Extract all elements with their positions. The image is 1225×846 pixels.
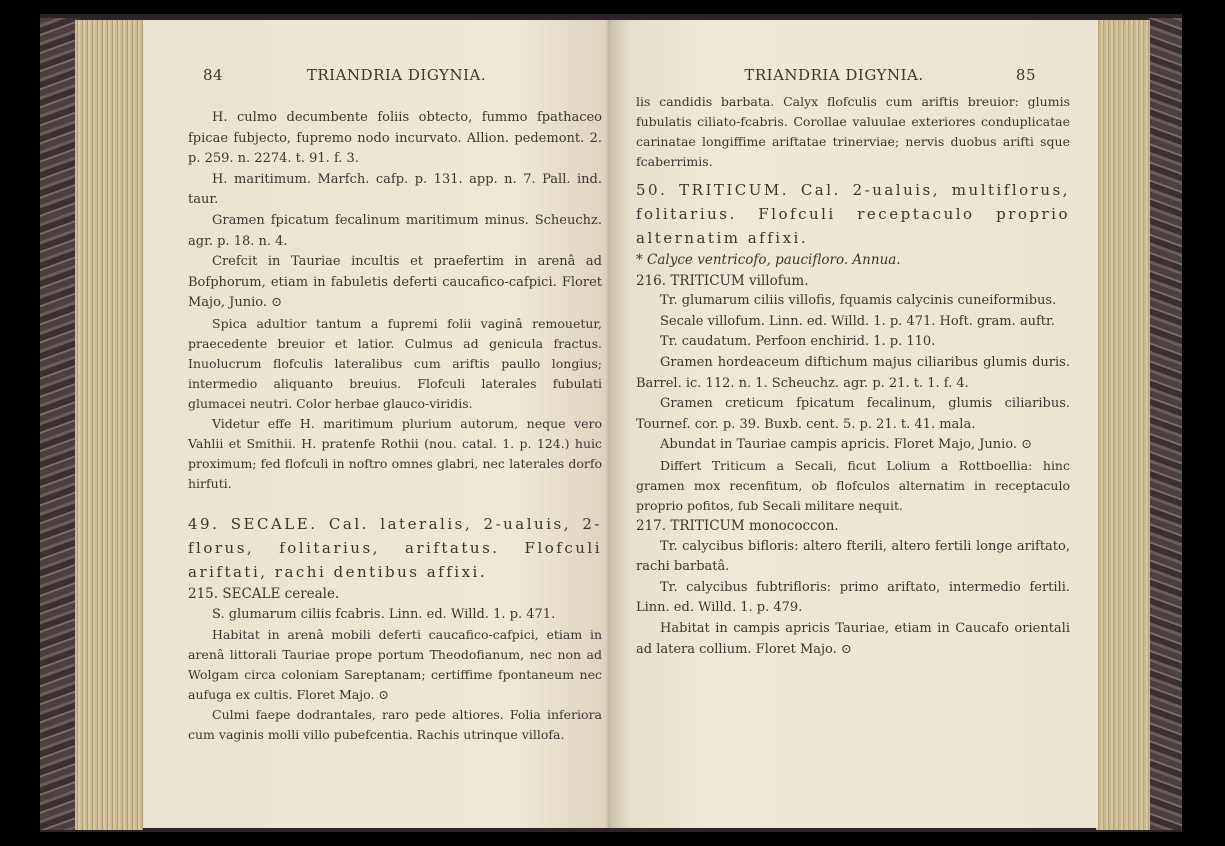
paragraph: Differt Triticum a Secali, ficut Lolium a Rottboellia: hinc gramen mox recenfitum, ob flofculos alternatim in receptaculo proprio pofitos, fub Secali militare nequit.: [636, 457, 1070, 513]
paragraph: Gramen creticum fpicatum fecalinum, glumis ciliaribus. Tournef. cor. p. 39. Buxb. cent. 5. p. 21. t. 41. mala.: [636, 396, 1070, 432]
genus-heading-secale: 49. SECALE. Cal. lateralis, 2-ualuis, 2-florus, folitarius, ariftatus. Flofculi ariftati, rachi dentibus affixi.: [188, 514, 602, 581]
left-header: [143, 66, 610, 86]
genus-note: * Calyce ventricofo, paucifloro. Annua.: [636, 252, 901, 268]
paragraph: Tr. caudatum. Perfoon enchirid. 1. p. 110.: [660, 334, 936, 350]
paragraph: Habitat in arenâ mobili deferti caucafico-cafpici, etiam in arenâ littorali Tauriae prope portum Theodofianum, nec non ad Wolgam circa coloniam Sareptanam; certiffime fpontaneum nec aufuga ex cultis. Floret Majo. ⊙: [188, 627, 602, 703]
left-page: [143, 20, 610, 828]
paragraph: lis candidis barbata. Calyx flofculis cum ariftis breuior: glumis fubulatis ciliato-fcabris. Corollae valuulae exteriores conduplicatae carinatae longiffime ariftatae trinerviae; nervis duobus arifti sque fcaberrimis.: [636, 94, 1070, 169]
page-edges-right: [1096, 20, 1150, 830]
paragraph: Videtur effe H. maritimum plurium autorum, neque vero Vahlii et Smithii. H. pratenfe Rothii (nou. catal. 1. p. 124.) huic proximum; fed flofculi in noftro omnes glabri, nec laterales dorfo hirfuti.: [188, 415, 602, 491]
paragraph: S. glumarum ciliis fcabris. Linn. ed. Willd. 1. p. 471.: [212, 606, 556, 622]
species-heading-215: 215. SECALE cereale.: [188, 585, 340, 602]
marbled-cover-right: [1148, 18, 1182, 830]
paragraph: Tr. calycibus fubtrifloris: primo ariftato, intermedio fertili. Linn. ed. Willd. 1. p. 479.: [636, 579, 1070, 616]
paragraph: Secale villofum. Linn. ed. Willd. 1. p. 471. Hoft. gram. auftr.: [660, 313, 1055, 329]
paragraph: Gramen fpicatum fecalinum maritimum minus. Scheuchz. agr. p. 18. n. 4.: [188, 212, 602, 249]
right-header: [610, 66, 1098, 86]
paragraph: Spica adultior tantum a fupremi folii vaginâ remouetur, praecedente breuior et latior. Culmus ad genicula fractus. Inuolucrum flofculis lateralibus cum ariftis paullo longius; intermedio aliquanto breuius. Flofculi laterales fubulati glumacei neutri. Color herbae glauco-viridis.: [188, 315, 602, 411]
right-body: [636, 92, 1070, 660]
paragraph: Habitat in campis apricis Tauriae, etiam in Caucafo orientali ad latera collium. Floret Majo. ⊙: [636, 620, 1070, 657]
paragraph: Abundat in Tauriae campis apricis. Floret Majo, Junio. ⊙: [660, 437, 1033, 453]
page-edges-left: [75, 20, 143, 830]
species-heading-216: 216. TRITICUM villofum.: [636, 272, 809, 289]
paragraph: Crefcit in Tauriae incultis et praefertim in arenâ ad Bofphorum, etiam in fabuletis deferti caucafico-cafpici. Floret Majo, Junio. ⊙: [188, 254, 602, 311]
paragraph: Gramen hordeaceum diftichum majus ciliaribus glumis duris. Barrel. ic. 112. n. 1. Scheuchz. agr. p. 21. t. 1. f. 4.: [636, 354, 1070, 391]
left-body: [188, 108, 602, 745]
paragraph: H. maritimum. Marfch. cafp. p. 131. app. n. 7. Pall. ind. taur.: [188, 171, 602, 208]
right-page-number: 85: [1015, 66, 1036, 84]
species-heading-217: 217. TRITICUM monococcon.: [636, 517, 839, 534]
right-page: [610, 20, 1098, 828]
paragraph: H. culmo decumbente foliis obtecto, fummo fpathaceo fpicae fubjecto, fupremo nodo incurvato. Allion. pedemont. 2. p. 259. n. 2274. t. 91. f. 3.: [188, 110, 602, 167]
paragraph: Tr. calycibus bifloris: altero fterili, altero fertili longe ariftato, rachi barbatâ.: [636, 538, 1070, 575]
paragraph: Culmi faepe dodrantales, raro pede altiores. Folia inferiora cum vaginis molli villo pubefcentia. Rachis utrinque villofa.: [188, 707, 602, 743]
genus-heading-triticum: 50. TRITICUM. Cal. 2-ualuis, multiflorus, folitarius. Flofculi receptaculo proprio alternatim affixi.: [636, 181, 1070, 247]
marbled-cover-left: [40, 18, 78, 830]
right-running-title: TRIANDRIA DIGYNIA.: [744, 66, 924, 84]
left-page-number: 84: [203, 66, 224, 84]
left-running-title: TRIANDRIA DIGYNIA.: [306, 66, 487, 84]
paragraph: Tr. glumarum ciliis villofis, fquamis calycinis cuneiformibus.: [660, 293, 1057, 309]
